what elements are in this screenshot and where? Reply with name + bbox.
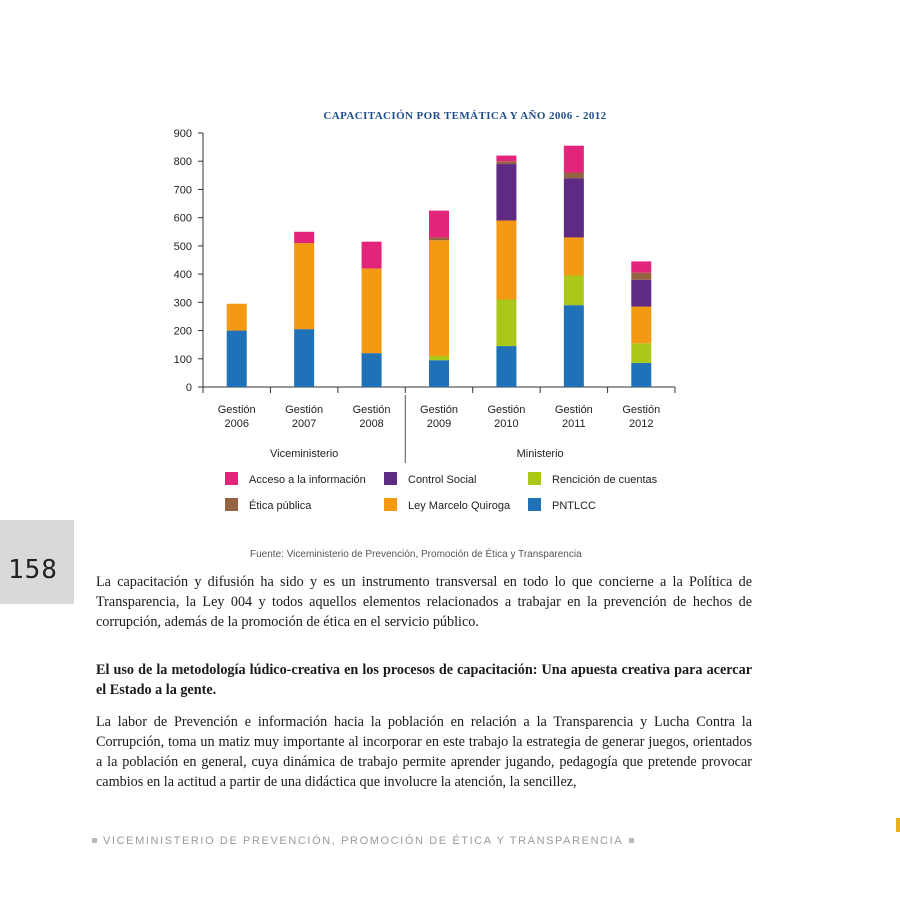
legend-label: Control Social [408, 474, 477, 486]
bar-segment [631, 363, 651, 387]
footer-bullet-icon [92, 838, 97, 843]
legend-label: PNTLCC [552, 500, 597, 512]
bar-segment [631, 307, 651, 344]
running-footer [92, 835, 634, 847]
y-tick-label: 600 [173, 212, 192, 225]
page-number: 158 [8, 555, 58, 585]
x-category-label: 2007 [291, 418, 317, 430]
x-category-label: Gestión [554, 404, 593, 416]
bar-segment [362, 353, 382, 387]
bar-segment [564, 146, 584, 173]
group-label: Ministerio [516, 448, 564, 460]
y-tick-label: 300 [173, 297, 192, 310]
bar-segment [631, 343, 651, 363]
bar-segment [429, 211, 449, 238]
paragraph-body: La labor de Prevención e información hacia la población en relación a la Transparencia y Lucha Contra la Corrupción, toma un matiz muy importante al incorporar en este trabajo la estrategia de generar juegos, orientados a la población en general, cuya dinámica de trabajo permite aprender jugando, pedagogía que pretende provocar cambios en la actitud a partir de una didáctica que involucre la atención, la sencillez, [96, 714, 752, 790]
bar-segment [496, 164, 516, 220]
bar-segment [294, 232, 314, 243]
y-tick-label: 500 [173, 240, 192, 253]
x-category-label: 2010 [494, 418, 519, 430]
section-heading: El uso de la metodología lúdico-creativa en los procesos de capacitación: Una apuesta creativa para acercar el Estado a la gente. [96, 662, 752, 698]
x-category-label: Gestión [217, 404, 256, 416]
x-category-label: Gestión [285, 404, 324, 416]
bar-segment [227, 304, 247, 331]
bar-segment [496, 300, 516, 347]
bar-segment [631, 261, 651, 272]
legend-swatch [384, 498, 397, 511]
x-category-label: Gestión [487, 404, 526, 416]
bar-segment [294, 329, 314, 387]
bar-segment [294, 243, 314, 329]
chart-title: CAPACITACIÓN POR TEMÁTICA Y AÑO 2006 - 2012 [323, 110, 607, 122]
legend-swatch [225, 498, 238, 511]
x-category-label: Gestión [352, 404, 391, 416]
y-tick-label: 800 [173, 156, 192, 169]
bar-segment [362, 268, 382, 353]
bar-segment [564, 305, 584, 387]
bar-segment [496, 156, 516, 162]
footer-bullet-icon [629, 838, 634, 843]
bar-segment [564, 276, 584, 306]
bar-segment [631, 280, 651, 307]
paragraph-intro: La capacitación y difusión ha sido y es un instrumento transversal en todo lo que concierne a la Política de Transparencia, la Ley 004 y todos aquellos elementos relacionados a trabajar en la prevención de hechos de corrupción, además de la promoción de ética en el servicio público. [96, 574, 752, 630]
chart-source: Fuente: Viceministerio de Prevención, Promoción de Ética y Transparencia [250, 549, 582, 560]
bar-segment [564, 237, 584, 275]
bar-segment [496, 346, 516, 387]
y-tick-label: 0 [185, 382, 192, 394]
bar-segment [227, 331, 247, 387]
group-label: Viceministerio [270, 448, 339, 460]
bar-segment [496, 161, 516, 164]
legend-label: Ética pública [249, 500, 312, 512]
legend-swatch [528, 472, 541, 485]
y-tick-label: 400 [173, 269, 192, 282]
y-tick-label: 200 [173, 325, 192, 338]
x-category-label: 2008 [359, 418, 384, 430]
bar-segment [429, 360, 449, 387]
bar-segment [496, 220, 516, 299]
bar-segment [564, 173, 584, 179]
x-category-label: 2011 [562, 418, 586, 430]
y-tick-label: 900 [173, 128, 192, 140]
bar-segment [564, 178, 584, 237]
y-tick-label: 100 [173, 353, 192, 366]
x-category-label: 2009 [426, 418, 452, 430]
bar-segment [429, 240, 449, 356]
legend-label: Acceso a la información [249, 474, 366, 486]
x-category-label: Gestión [622, 404, 661, 416]
bar-segment [429, 356, 449, 360]
legend-swatch [384, 472, 397, 485]
bar-segment [631, 273, 651, 280]
legend-label: Ley Marcelo Quiroga [408, 500, 511, 512]
legend-swatch [528, 498, 541, 511]
legend-label: Rencición de cuentas [552, 474, 658, 486]
y-tick-label: 700 [173, 184, 192, 197]
bar-segment [429, 237, 449, 240]
legend-swatch [225, 472, 238, 485]
footer-text: VICEMINISTERIO DE PREVENCIÓN, PROMOCIÓN DE ÉTICA Y TRANSPARENCIA [103, 835, 624, 847]
x-category-label: 2012 [629, 418, 654, 430]
x-category-label: 2006 [224, 418, 249, 430]
edge-color-mark [896, 818, 900, 832]
bar-segment [362, 242, 382, 269]
x-category-label: Gestión [420, 404, 458, 416]
